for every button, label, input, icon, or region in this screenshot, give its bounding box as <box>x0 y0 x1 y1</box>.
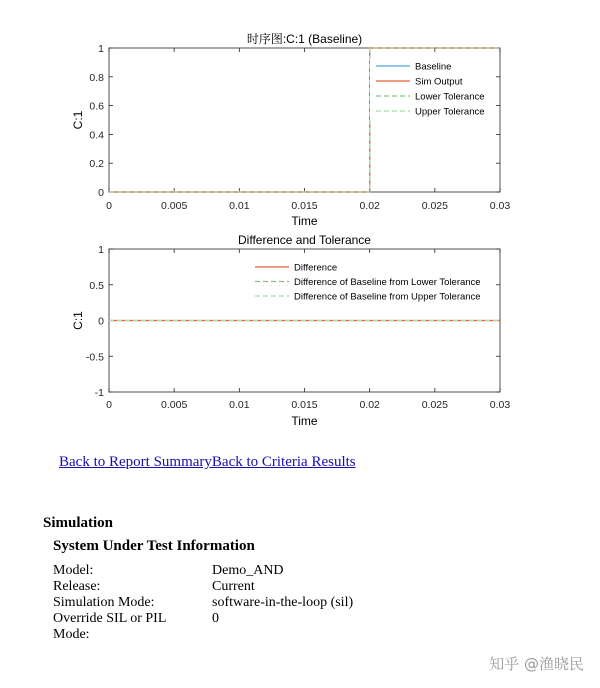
chart2-title: Difference and Tolerance <box>238 233 371 247</box>
chart2-y-tick-label: 0.5 <box>89 279 104 292</box>
chart1-x-axis-label: Time <box>291 214 318 228</box>
chart1-y-tick-label: 0 <box>98 187 104 199</box>
back-to-summary-link[interactable]: Back to Report Summary <box>59 454 212 470</box>
chart1-x-tick-label: 0.02 <box>359 200 380 212</box>
chart2-x-tick-label: 0.025 <box>421 399 448 411</box>
chart2-x-tick-label: 0 <box>106 399 112 411</box>
simulation-heading: Simulation <box>43 515 114 531</box>
info-value: software-in-the-loop (sil) <box>212 595 354 610</box>
info-value: Current <box>212 579 255 594</box>
info-row-override <box>53 611 353 643</box>
chart2-x-tick-label: 0.005 <box>161 399 188 411</box>
chart1-y-axis-label: C:1 <box>71 110 85 130</box>
info-key: Simulation Mode: <box>53 595 155 610</box>
info-value: 0 <box>212 611 219 626</box>
chart2-x-tick-label: 0.03 <box>489 399 511 411</box>
chart1-x-tick-label: 0.025 <box>421 200 448 212</box>
info-key: Model: <box>53 563 94 578</box>
sut-info-table <box>53 563 353 643</box>
chart2-legend-label: Difference of Baseline from Upper Tolerance <box>294 291 481 303</box>
info-value: Demo_AND <box>212 563 284 578</box>
chart1-y-tick-label: 0.4 <box>89 129 104 142</box>
info-row-release <box>53 579 353 595</box>
chart1-y-tick-label: 0.6 <box>89 100 104 113</box>
chart2-y-tick-label: 1 <box>98 244 104 256</box>
chart1-legend-label: Lower Tolerance <box>415 91 485 103</box>
chart2-legend-label: Difference of Baseline from Lower Tolerance <box>294 277 481 288</box>
nav-links <box>59 454 356 471</box>
info-row-sim-mode <box>53 595 353 611</box>
chart2-y-axis-label: C:1 <box>71 311 85 330</box>
info-key: Override SIL or PIL Mode: <box>53 611 166 642</box>
chart1-legend-label: Baseline <box>415 61 452 73</box>
chart2-x-tick-label: 0.01 <box>229 399 250 411</box>
chart1-x-tick-label: 0.005 <box>161 200 188 212</box>
info-row-model <box>53 563 353 579</box>
watermark: 知乎 @渔晓民 <box>489 655 584 673</box>
chart2-x-axis-label: Time <box>291 414 318 428</box>
back-to-criteria-link[interactable]: Back to Criteria Results <box>211 454 356 470</box>
chart2-y-tick-label: -1 <box>94 387 104 399</box>
chart1-title: 时序图:C:1 (Baseline) <box>246 32 363 46</box>
chart2-x-tick-label: 0.02 <box>359 399 380 411</box>
chart1-legend-label: Upper Tolerance <box>415 106 485 118</box>
chart2-y-tick-label: 0 <box>98 315 104 328</box>
chart1-y-tick-label: 0.8 <box>89 71 104 84</box>
chart2-legend-label: Difference <box>294 262 338 274</box>
chart1-x-tick-label: 0.01 <box>229 200 250 212</box>
chart1-x-tick-label: 0 <box>106 200 112 212</box>
chart1-y-tick-label: 1 <box>98 43 104 55</box>
chart1-legend-label: Sim Output <box>415 76 463 88</box>
info-key: Release: <box>53 579 101 594</box>
chart2-y-tick-label: -0.5 <box>85 351 104 364</box>
chart1-x-tick-label: 0.03 <box>489 200 511 212</box>
chart1-y-tick-label: 0.2 <box>89 158 104 171</box>
chart2-x-tick-label: 0.015 <box>291 399 318 411</box>
sut-info-heading: System Under Test Information <box>53 538 255 554</box>
chart1-x-tick-label: 0.015 <box>291 200 318 212</box>
